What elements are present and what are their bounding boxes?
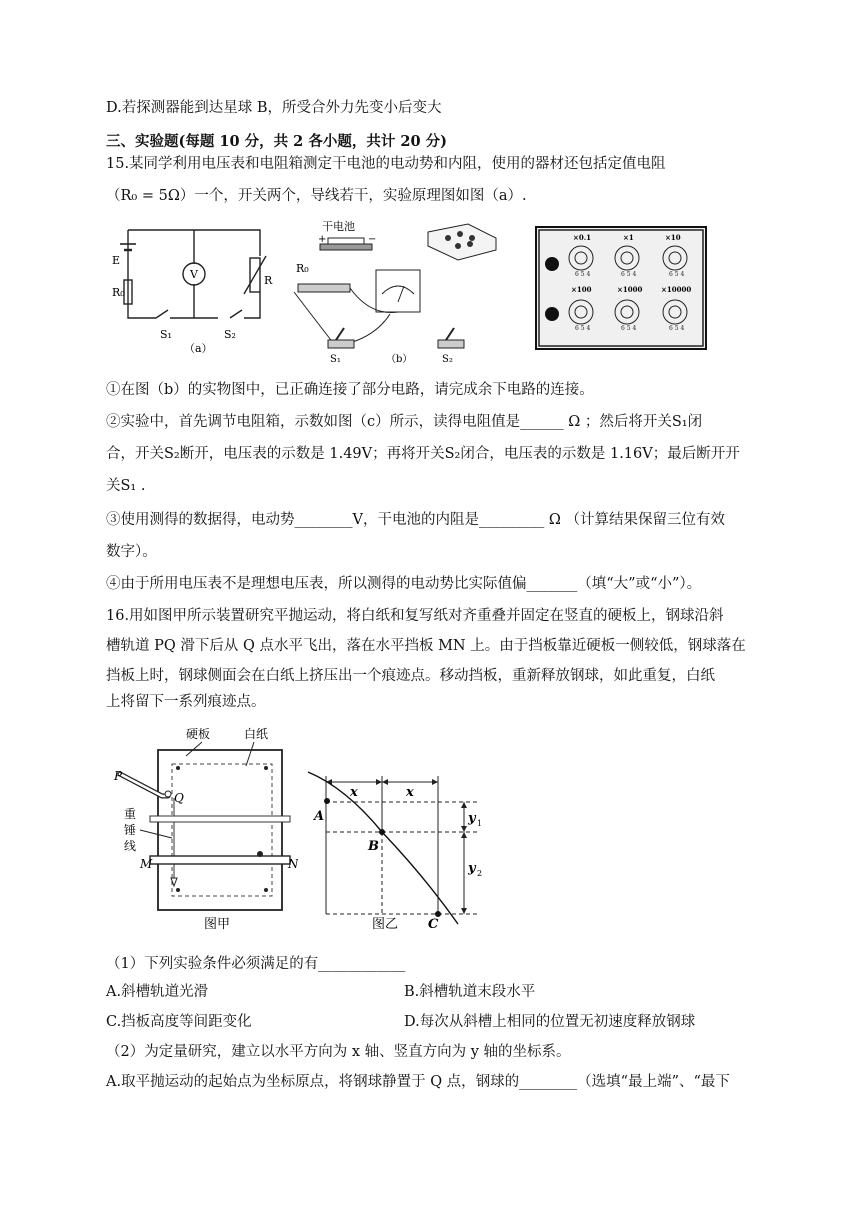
label-c: C — [428, 917, 439, 932]
label-r0-b: R₀ — [296, 262, 309, 275]
choice-d: D.每次从斜槽上相同的位置无初速度释放钢球 — [404, 1014, 696, 1030]
caption-b: （b） — [386, 354, 413, 364]
label-s2: S₂ — [224, 328, 236, 341]
label-q: Q — [174, 791, 184, 805]
caption-jia: 图甲 — [204, 917, 231, 932]
label-plumb-3: 线 — [124, 839, 137, 853]
q15-part2-line2: 合，开关S₂断开，电压表的示数是 1.49V；再将开关S₂闭合，电压表的示数是 1.16V；最后断开开 — [106, 446, 740, 462]
q15-stem-line1: 15.某同学利用电压表和电阻箱测定干电池的电动势和内阻，使用的器材还包括定值电阻 — [106, 156, 666, 172]
label-y1-sub: 1 — [477, 819, 483, 828]
label-plumb-2: 锤 — [124, 823, 137, 837]
q15-part3-line1: ③使用测得的数据得，电动势________V，干电池的内阻是_________ Ω （计算结果保留三位有效 — [106, 512, 725, 528]
svg-text:+: + — [318, 234, 327, 245]
svg-text:6 5 4: 6 5 4 — [669, 271, 685, 278]
label-board: 硬板 — [186, 727, 211, 741]
svg-text:6 5 4: 6 5 4 — [575, 325, 591, 332]
q15-part2-line1: ②实验中，首先调节电阻箱，示数如图（c）所示，读得电阻值是______ Ω ；然后将开关S₁闭 — [106, 414, 703, 430]
label-r0: R₀ — [112, 286, 125, 299]
knob-label-4: ×100 — [571, 285, 592, 294]
svg-text:6 5 4: 6 5 4 — [575, 271, 591, 278]
label-s2-b: S₂ — [442, 354, 453, 364]
label-x2: x — [406, 785, 414, 800]
choice-b: B.斜槽轨道末段水平 — [404, 984, 536, 1000]
q16-part2: （2）为定量研究，建立以水平方向为 x 轴、竖直方向为 y 轴的坐标系。 — [106, 1044, 571, 1060]
label-e: E — [112, 254, 121, 267]
label-m: M — [140, 857, 153, 871]
svg-text:−: − — [368, 234, 377, 245]
svg-text:6 5 4: 6 5 4 — [669, 325, 685, 332]
label-plumb-1: 重 — [124, 807, 137, 821]
label-y2-sub: 2 — [477, 869, 483, 878]
q16-part2-a: A.取平抛运动的起始点为坐标原点，将钢球静置于 Q 点，钢球的________（选填“最上端”、“最下 — [106, 1074, 730, 1090]
knob-label-6: ×10000 — [661, 285, 692, 294]
choice-c: C.挡板高度等间距变化 — [106, 1014, 252, 1030]
q15-stem-line2: （R₀ = 5Ω）一个，开关两个，导线若干，实验原理图如图（a）. — [106, 188, 527, 204]
svg-text:6 5 4: 6 5 4 — [621, 271, 637, 278]
q15-part2-line3: 关S₁ . — [106, 478, 146, 494]
knob-label-1: ×0.1 — [573, 233, 592, 242]
caption-yi: 图乙 — [372, 917, 399, 932]
label-n: N — [288, 857, 298, 871]
label-a: A — [314, 809, 325, 824]
q15-part3-line2: 数字）。 — [106, 544, 157, 560]
figure-b-apparatus — [290, 216, 502, 364]
knob-label-2: ×1 — [623, 233, 634, 242]
label-s1: S₁ — [160, 328, 172, 341]
q16-stem-line3: 挡板上时，钢球侧面会在白纸上挤压出一个痕迹点。移动挡板，重新释放钢球，如此重复，白纸 — [106, 668, 715, 684]
q15-part1: ①在图（b）的实物图中，已正确连接了部分电路，请完成余下电路的连接。 — [106, 382, 594, 398]
label-v: V — [190, 268, 198, 281]
q16-stem-line1: 16.用如图甲所示装置研究平抛运动，将白纸和复写纸对齐重叠并固定在竖直的硬板上，钢球沿斜 — [106, 608, 724, 624]
label-battery: 干电池 — [322, 220, 355, 233]
q16-part1: （1）下列实验条件必须满足的有____________ — [106, 956, 406, 972]
q16-stem-line2: 槽轨道 PQ 滑下后从 Q 点水平飞出，落在水平挡板 MN 上。由于挡板靠近硬板一侧较低，钢球落在 — [106, 638, 746, 654]
caption-a: （a） — [184, 342, 213, 355]
knob-label-3: ×10 — [665, 233, 681, 242]
option-d-line: D.若探测器能到达星球 B，所受合外力先变小后变大 — [106, 100, 442, 116]
figure-a-circuit — [108, 218, 278, 358]
svg-text:6 5 4: 6 5 4 — [621, 325, 637, 332]
section-heading: 三、实验题(每题 10 分，共 2 各小题，共计 20 分) — [106, 133, 447, 150]
q16-stem-line4: 上将留下一系列痕迹点。 — [106, 694, 266, 710]
label-s1-b: S₁ — [330, 354, 341, 364]
label-b: B — [368, 839, 379, 854]
label-y2: y — [468, 861, 476, 876]
figure-yi-trajectory — [306, 764, 496, 932]
figure-c-resistance-box — [535, 226, 707, 350]
label-r: R — [264, 274, 273, 287]
knob-label-5: ×1000 — [617, 285, 643, 294]
label-x1: x — [350, 785, 358, 800]
label-p: P — [114, 769, 123, 783]
choice-a: A.斜槽轨道光滑 — [106, 984, 209, 1000]
label-y1: y — [468, 811, 476, 826]
figure-jia-apparatus — [110, 722, 298, 932]
q15-part4: ④由于所用电压表不是理想电压表，所以测得的电动势比实际值偏_______（填“大”或“小”）。 — [106, 576, 702, 592]
label-paper: 白纸 — [244, 727, 269, 741]
